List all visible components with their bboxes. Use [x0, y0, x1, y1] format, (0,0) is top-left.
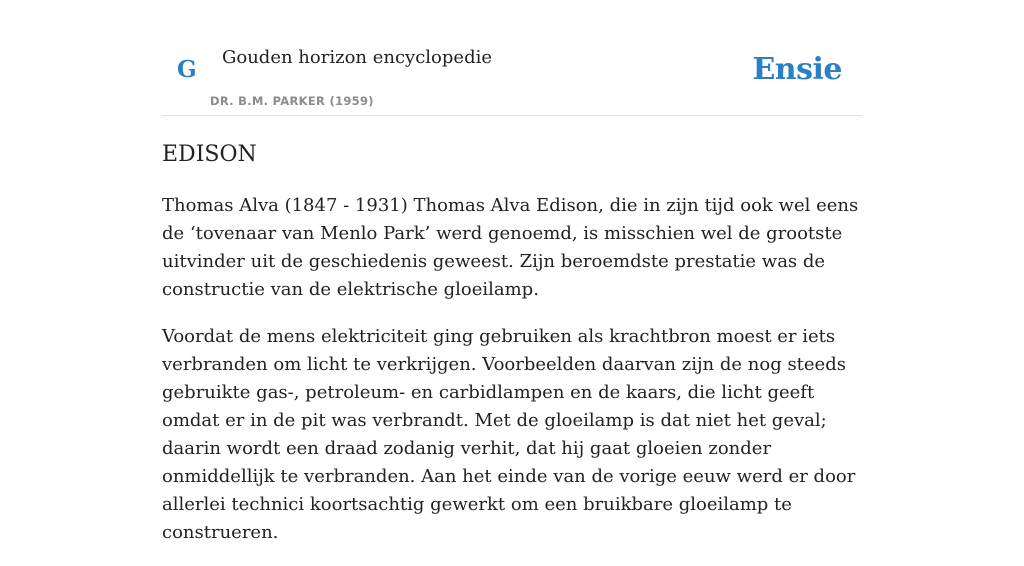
book-author: DR. B.M. PARKER (1959)	[210, 94, 374, 108]
ensie-brand-logo[interactable]: Ensie	[752, 52, 842, 87]
entry-paragraph: Thomas Alva (1847 - 1931) Thomas Alva Edison, die in zijn tijd ook wel eens de ‘tovenaar van Menlo Park’ werd genoemd, is misschien wel de grootste uitvinder uit de geschiedenis geweest. Zijn beroemdste prestatie was de constructie van de elektrische gloeilamp.	[162, 195, 859, 300]
entry-header	[162, 0, 862, 116]
book-logo[interactable]: G	[177, 56, 197, 83]
book-title-link[interactable]: Gouden horizon encyclopedie	[222, 47, 492, 68]
entry-paragraph: Voordat de mens elektriciteit ging gebruiken als krachtbron moest er iets verbranden om licht te verkrijgen. Voorbeelden daarvan zijn de nog steeds gebruikte gas-, petroleum- en carbidlampen en de kaars, die licht geeft omdat er in de pit was verbrandt. Met de gloeilamp is dat niet het geval; daarin wordt een draad zodanig verhit, dat hij gaat gloeien zonder onmiddellijk te verbranden. Aan het einde van de vorige eeuw werd er door allerlei technici koortsachtig gewerkt om een bruikbare gloeilamp te construeren.	[162, 326, 856, 543]
entry-body	[162, 192, 862, 566]
content-container	[162, 0, 862, 543]
entry-title: EDISON	[162, 142, 257, 167]
